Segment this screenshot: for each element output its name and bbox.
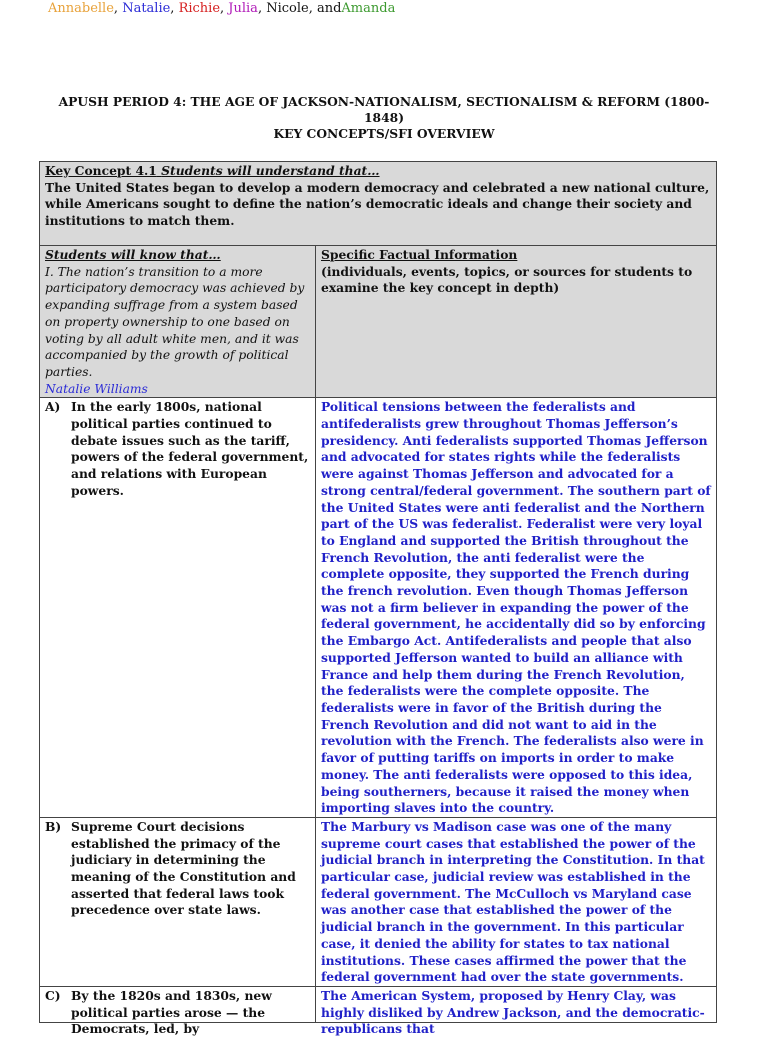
- contributor-name: Natalie Williams: [45, 381, 148, 396]
- know-cell: [40, 817, 316, 986]
- know-text: By the 1820s and 1830s, new political parties arose — the Democrats, led, by: [71, 987, 272, 1037]
- sfi-subtitle: (individuals, events, topics, or sources for students to examine the key concept in depth): [321, 263, 693, 296]
- author-name: Julia: [228, 1, 258, 16]
- sfi-answer: The American System, proposed by Henry Clay, was highly disliked by Andrew Jackson, and the democratic-republicans that: [321, 987, 705, 1037]
- know-cell: [40, 398, 316, 818]
- document-title: [40, 94, 728, 142]
- author-name: Nicole: [266, 1, 309, 16]
- key-concept-text: The United States began to develop a modern democracy and celebrated a new national culture, while Americans sought to define the nation’s democratic ideals and change their society and institutions to match them.: [45, 179, 710, 229]
- sfi-cell: [316, 817, 717, 986]
- key-concept-heading: Key Concept 4.1 Students will understand that…: [45, 163, 380, 178]
- key-concept-table: [39, 161, 717, 1037]
- author-name: Amanda: [341, 1, 396, 16]
- know-text: Supreme Court decisions established the primacy of the judiciary in determining the meaning of the Constitution and asserted that federal laws took precedence over state laws.: [71, 818, 296, 918]
- sfi-answer: The Marbury vs Madison case was one of the many supreme court cases that established the power of the judicial branch in interpreting the Constitution. In that particular case, judicial review was established in the federal government. The McCulloch vs Maryland case was another case that established the power of the judicial branch in the government. In this particular case, it denied the ability for states to tax national institutions. These cases affirmed the power that the federal government had over the state governments.: [321, 818, 705, 985]
- sfi-answer: Political tensions between the federalists and antifederalists grew throughout Thomas Jefferson’s presidency. Anti federalists supported Thomas Jefferson and advocated for states rights while the federalists were against Thomas Jefferson and advocated for a strong central/federal government. The southern part of the United States were anti federalist and the Northern part of the US was federalist. Federalist were very loyal to England and supported the British throughout the French Revolution, the anti federalist were the complete opposite, they supported the French during the french revolution. Even though Thomas Jefferson was not a firm believer in expanding the power of the federal government, he accidentally did so by enforcing the Embargo Act. Antifederalists and people that also supported Jefferson wanted to build an alliance with France and help them during the French Revolution, the federalists were the complete opposite. The federalists were in favor of the British during the French Revolution and did not want to aid in the revolution with the French. The federalists also were in favor of putting tariffs on imports in order to make money. The anti federalists were opposed to this idea, being southerners, because it raised the money when importing slaves into the country.: [321, 399, 711, 816]
- sfi-title: Specific Factual Information: [321, 247, 518, 262]
- author-list: Annabelle, Natalie, Richie, Julia, Nicole, andAmanda: [48, 1, 396, 16]
- students-know-title: Students will know that…: [45, 247, 221, 262]
- item-label: A): [45, 399, 61, 415]
- title-line-2: KEY CONCEPTS/SFI OVERVIEW: [273, 126, 495, 141]
- title-line-1: APUSH PERIOD 4: THE AGE OF JACKSON-NATIONALISM, SECTIONALISM & REFORM (1800-1848): [58, 94, 710, 125]
- sfi-header-cell: [316, 246, 717, 398]
- sfi-cell: [316, 986, 717, 1037]
- item-label: B): [45, 818, 62, 834]
- students-know-text: I. The nation’s transition to a more participatory democracy was achieved by expanding suffrage from a system based on property ownership to one based on voting by all adult white men, and it was accompanied by the growth of political parties.: [45, 264, 305, 379]
- students-know-header-cell: [40, 246, 316, 398]
- item-label: C): [45, 987, 61, 1003]
- know-text: In the early 1800s, national political parties continued to debate issues such as the tariff, powers of the federal government, and relations with European powers.: [71, 399, 309, 498]
- author-name: Annabelle: [48, 1, 114, 16]
- know-cell: [40, 986, 316, 1037]
- sfi-cell: [316, 398, 717, 818]
- key-concept-cell: [40, 162, 717, 246]
- author-name: Richie: [178, 1, 221, 16]
- author-name: Natalie: [122, 1, 171, 16]
